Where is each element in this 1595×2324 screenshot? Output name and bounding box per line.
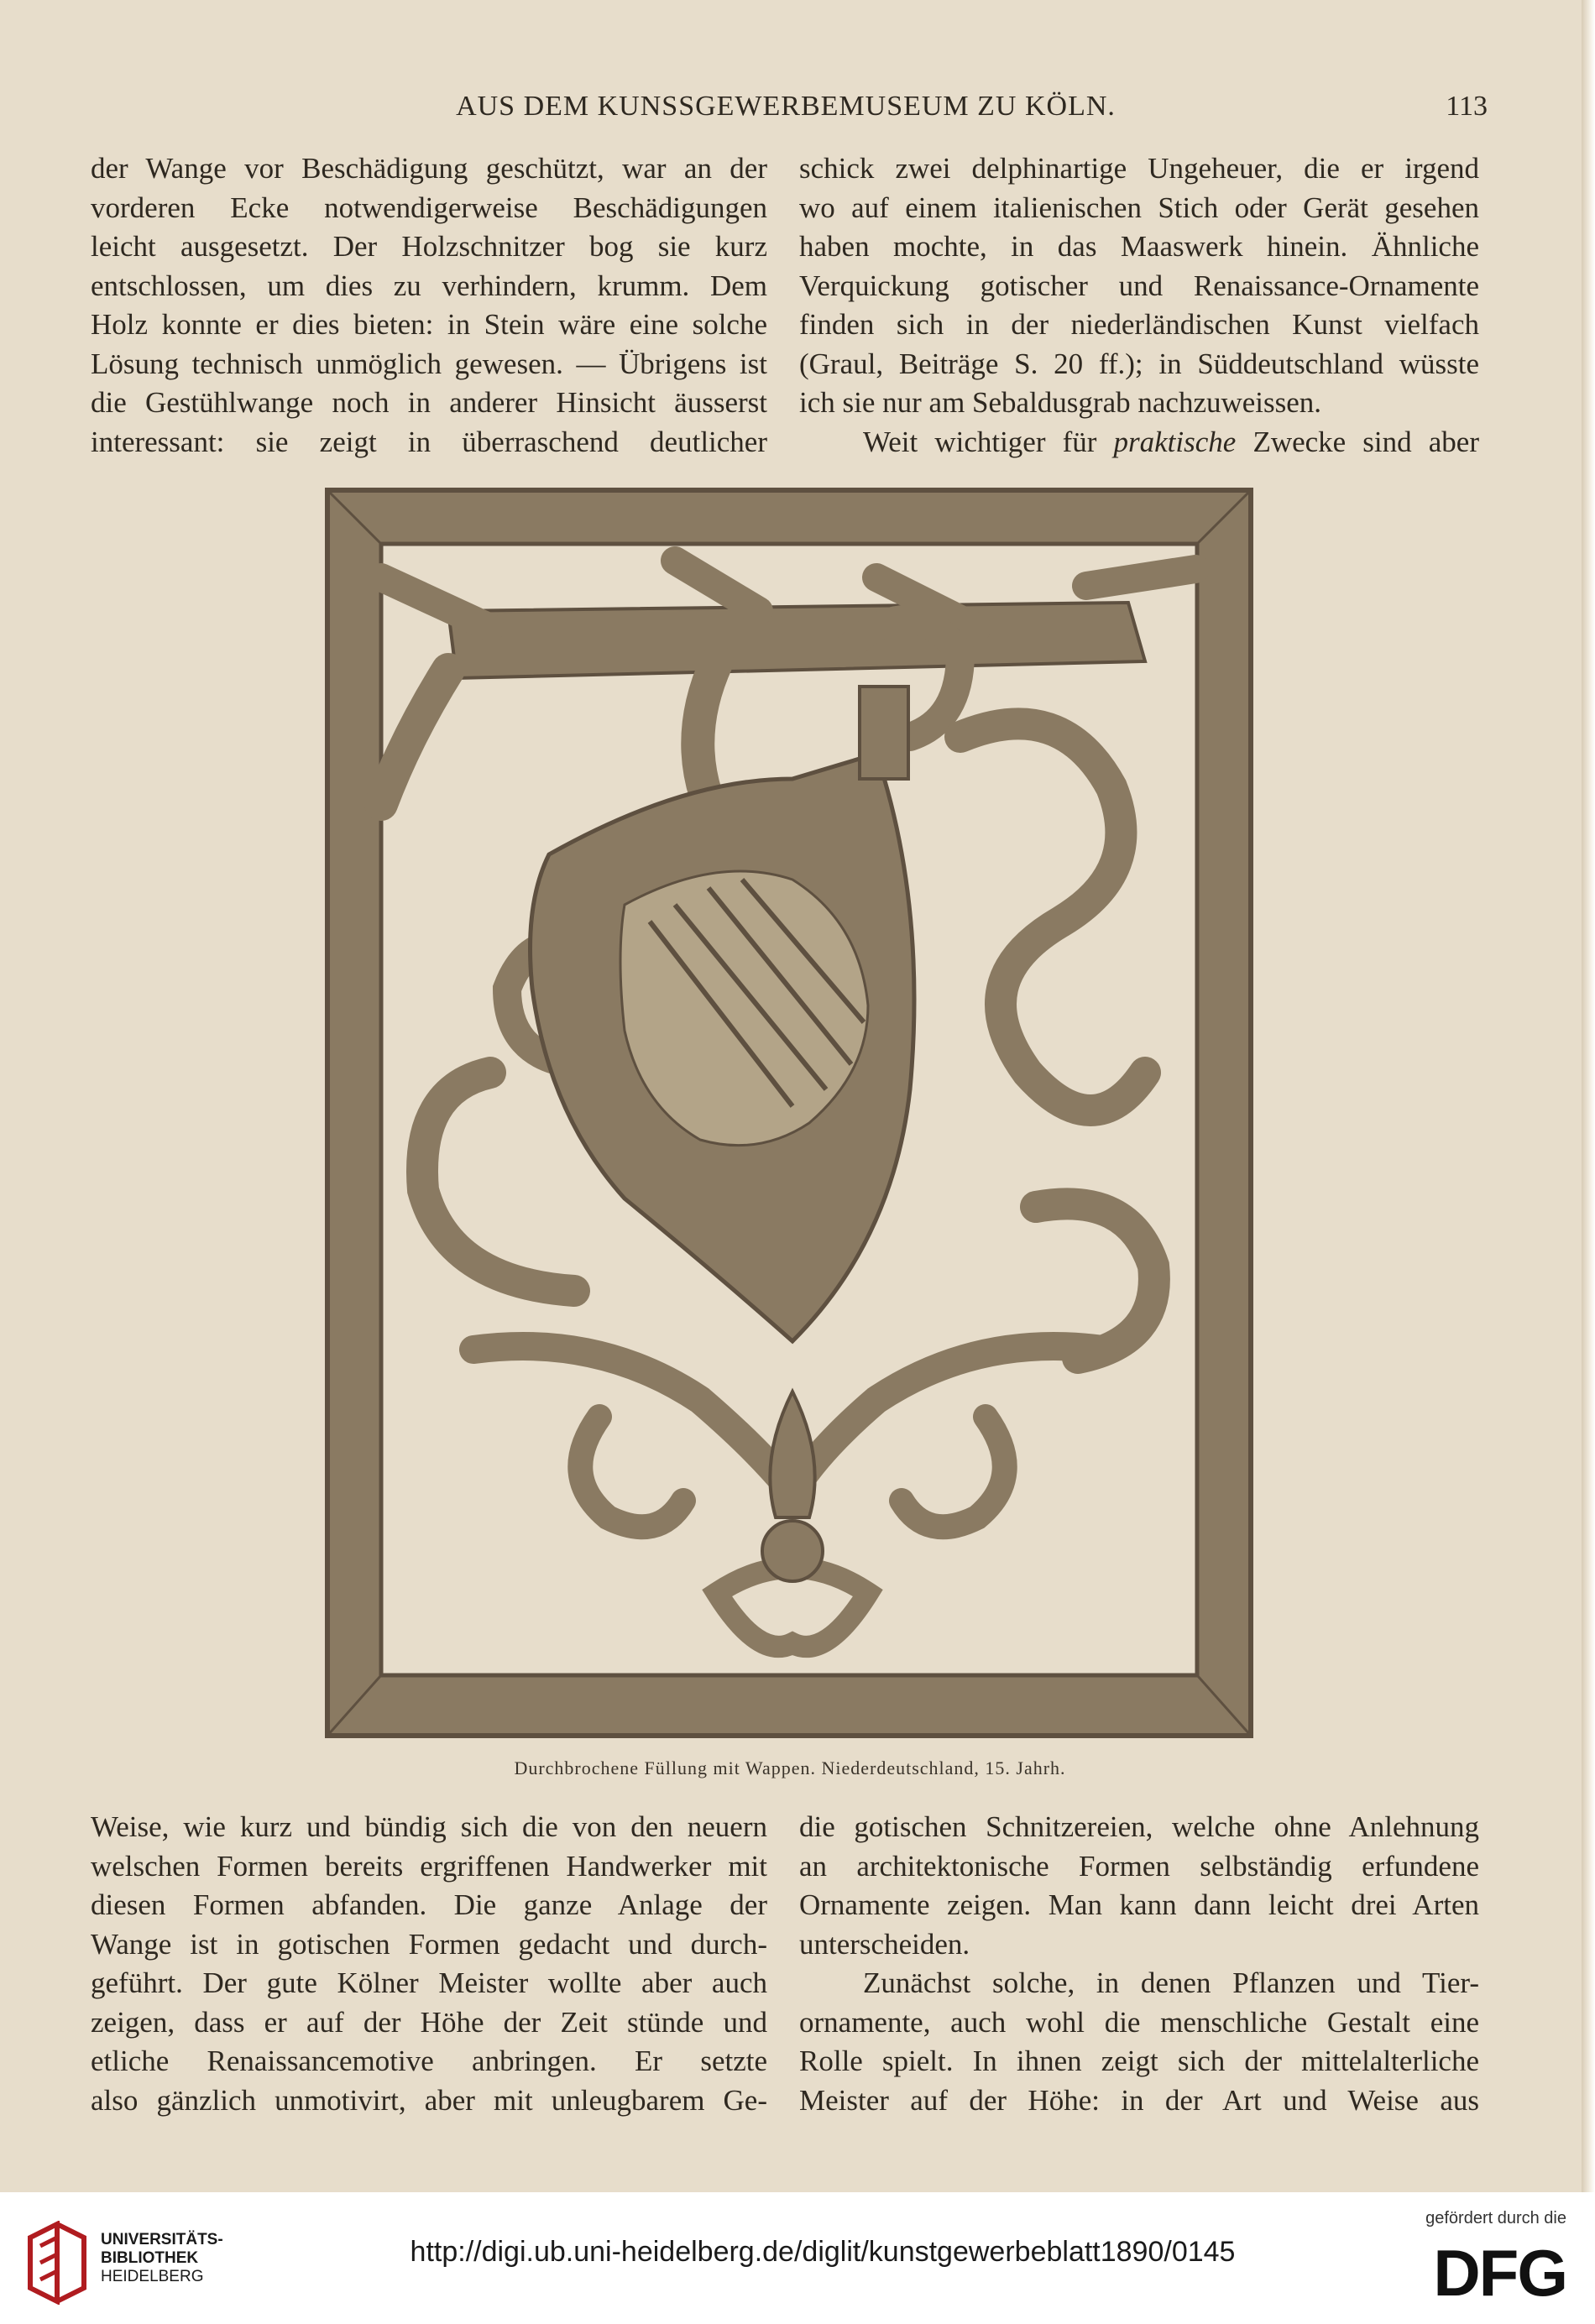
text-line: unterscheiden. <box>799 1927 970 1961</box>
text-line <box>799 423 1479 462</box>
text-line: Meister auf der Höhe: in der Art und Weise aus <box>799 2083 1479 2117</box>
text-line: entschlossen, um dies zu verhindern, krumm. Dem <box>91 269 767 302</box>
text-line: an architektonische Formen selbständig erfundene <box>799 1849 1479 1883</box>
text-line: also gänzlich unmotivirt, aber mit unleugbarem Ge- <box>91 2083 767 2117</box>
source-url-link[interactable]: http://digi.ub.uni-heidelberg.de/diglit/kunstgewerbeblatt1890/0145 <box>410 2236 1236 2268</box>
carved-panel-figure <box>322 485 1258 1742</box>
text-line: Lösung technisch unmöglich gewesen. — Übrigens ist <box>91 347 767 380</box>
text-line: die gotischen Schnitzereien, welche ohne Anlehnung <box>799 1810 1479 1843</box>
text-line: vorderen Ecke notwendigerweise Beschädigungen <box>91 191 767 224</box>
text-run: Weit wichtiger für <box>863 425 1114 458</box>
figure-caption: Durchbrochene Füllung mit Wappen. Niederdeutschland, 15. Jahrh. <box>514 1757 1066 1778</box>
library-line: BIBLIOTHEK <box>101 2249 199 2267</box>
dfg-logo: DFG <box>1433 2236 1566 2310</box>
text-line: geführt. Der gute Kölner Meister wollte aber auch <box>91 1966 767 1999</box>
text-line: Zunächst solche, in denen Pflanzen und Tier- <box>863 1966 1479 1999</box>
text-line: welschen Formen bereits ergriffenen Handwerker mit <box>91 1849 767 1883</box>
digitization-footer <box>0 2192 1595 2324</box>
text-line: die Gestühlwange noch in anderer Hinsicht äusserst <box>91 386 767 419</box>
text-line: zeigen, dass er auf der Höhe der Zeit stünde und <box>91 2005 767 2039</box>
page-edge <box>1582 0 1595 2192</box>
text-line: (Graul, Beiträge S. 20 ff.); in Süddeutschland wüsste <box>799 347 1479 380</box>
text-line: schick zwei delphinartige Ungeheuer, die er irgend <box>799 152 1479 185</box>
text-line: Holz konnte er dies bieten: in Stein wäre eine solche <box>91 308 767 341</box>
text-line: interessant: sie zeigt in überraschend deutlicher <box>91 425 767 458</box>
emphasis: praktische <box>1113 425 1237 458</box>
library-line: HEIDELBERG <box>101 2268 204 2285</box>
text-line: diesen Formen abfanden. Die ganze Anlage der <box>91 1888 767 1921</box>
running-title: AUS DEM KUNSSGEWERBEMUSEUM ZU KÖLN. <box>456 91 1116 122</box>
text-line: Rolle spielt. In ihnen zeigt sich der mittelalterliche <box>799 2045 1479 2077</box>
text-line: Wange ist in gotischen Formen gedacht und durch- <box>91 1927 767 1961</box>
text-line: haben mochte, in das Maaswerk hinein. Ähnliche <box>799 230 1479 263</box>
text-line: etliche Renaissancemotive anbringen. Er setzte <box>91 2045 767 2077</box>
carved-panel-illustration <box>322 485 1258 1742</box>
text-line: ornamente, auch wohl die menschliche Gestalt eine <box>799 2005 1479 2039</box>
text-run: Zwecke sind aber <box>1236 425 1479 458</box>
text-line: Ornamente zeigen. Man kann dann leicht drei Arten <box>799 1888 1479 1921</box>
page-number: 113 <box>1446 91 1488 122</box>
text-line: ich sie nur am Sebaldusgrab nachzuweissen. <box>799 386 1322 419</box>
text-line: leicht ausgesetzt. Der Holzschnitzer bog sie kurz <box>91 230 767 263</box>
text-line: wo auf einem italienischen Stich oder Gerät gesehen <box>799 191 1479 224</box>
text-line: der Wange vor Beschädigung geschützt, war an der <box>91 152 767 185</box>
text-line: finden sich in der niederländischen Kunst vielfach <box>799 308 1479 341</box>
column-top-right <box>799 149 1479 462</box>
text-line: Verquickung gotischer und Renaissance-Ornamente <box>799 269 1479 302</box>
column-bottom-left <box>91 1808 767 2120</box>
funder-note: gefördert durch die <box>1425 2209 1566 2227</box>
library-name <box>101 2231 223 2286</box>
column-top-left <box>91 149 767 462</box>
library-line: UNIVERSITÄTS- <box>101 2231 223 2248</box>
university-library-logo-icon <box>24 2221 91 2305</box>
column-bottom-right <box>799 1808 1479 2120</box>
running-head <box>84 91 1488 133</box>
text-line: Weise, wie kurz und bündig sich die von den neuern <box>91 1810 767 1843</box>
